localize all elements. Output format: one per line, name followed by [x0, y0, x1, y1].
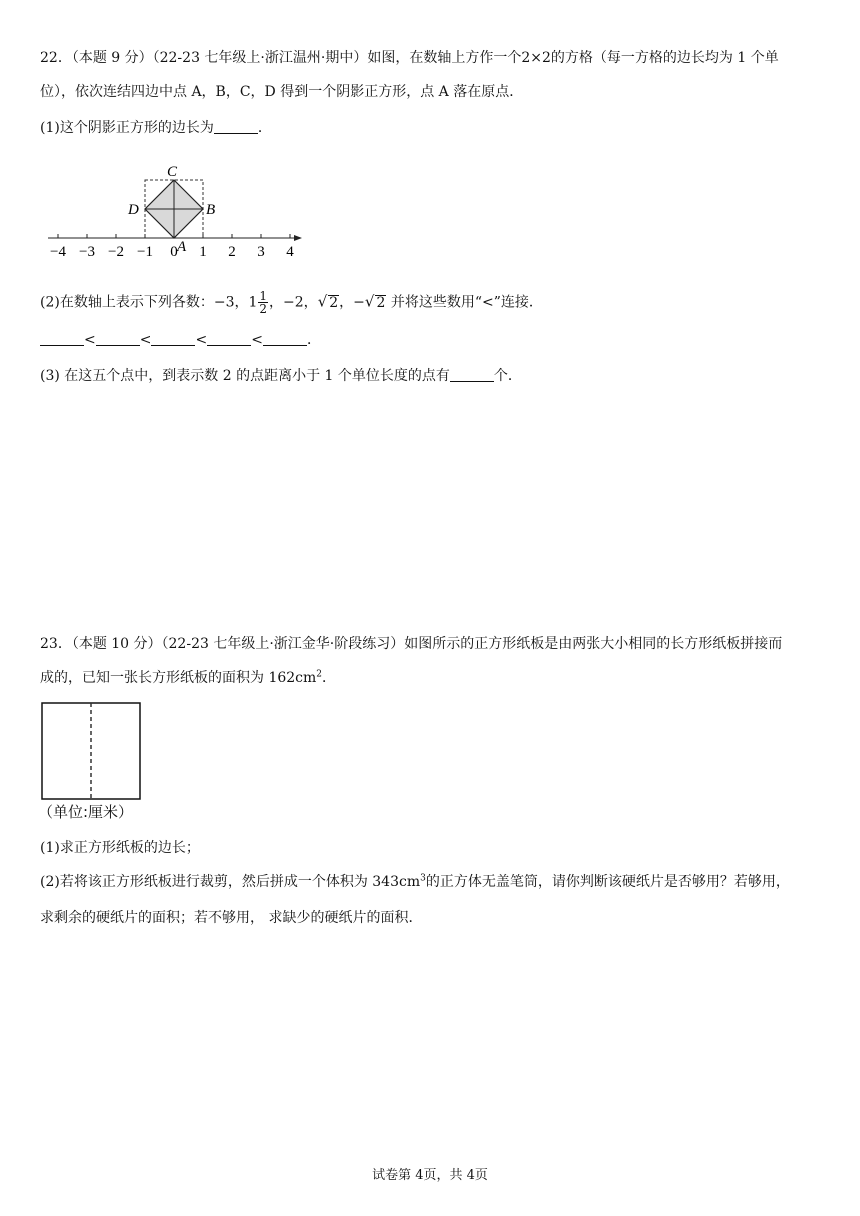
answer-blank[interactable]	[40, 331, 84, 346]
number-line-figure	[40, 158, 320, 264]
mixed-whole: 1	[248, 294, 258, 311]
separator: ，	[339, 294, 354, 311]
axis-tick-label: 1	[199, 244, 207, 260]
axis-ticks	[58, 234, 290, 238]
axis-tick-label: −2	[108, 244, 124, 260]
fraction-half	[258, 290, 268, 315]
axis-tick-label: 3	[257, 244, 265, 260]
q23-line2-end: ．	[322, 670, 337, 686]
period: ．	[306, 332, 321, 348]
q22-part3	[40, 366, 522, 386]
axis-tick-label: −3	[79, 244, 95, 260]
q23-part1: (1)求正方形纸板的边长；	[40, 840, 200, 856]
number-neg2: ，−2，	[269, 294, 318, 311]
answer-blank[interactable]	[96, 331, 140, 346]
number-neg3: −3，	[213, 294, 249, 311]
fraction-numerator: 1	[259, 289, 268, 303]
q23-part2-b: 的正方体无盖笔筒，请你判断该硬纸片是否够用？若够用，	[425, 874, 790, 890]
q23-part2-a: (2)若将该正方形纸板进行裁剪，然后拼成一个体积为 343cm	[40, 874, 421, 890]
q22-header	[40, 48, 826, 68]
axis-tick-label: −4	[50, 244, 66, 260]
axis-tick-label: 4	[286, 244, 294, 260]
neg-sqrt-two: 2	[376, 294, 386, 311]
minus-sign: −	[353, 294, 365, 311]
axis-tick-label: −1	[137, 244, 153, 260]
q23-line2	[40, 668, 336, 688]
point-label-c: C	[167, 164, 178, 180]
point-label-d: D	[128, 202, 139, 218]
fraction-denominator: 2	[259, 302, 268, 316]
axis-arrow	[294, 235, 302, 241]
answer-blank[interactable]	[207, 331, 251, 346]
point-label-b: B	[206, 202, 216, 218]
q23-part2-line2: 求剩余的硬纸片的面积；若不够用， 求缺少的硬纸片的面积．	[40, 910, 423, 926]
point-label-a: A	[177, 239, 187, 255]
q22-grid-size: 2×2	[521, 50, 551, 66]
axis-tick-label: 2	[228, 244, 236, 260]
q22-header-text: 22．（本题 9 分）（22-23 七年级上·浙江温州·期中）如图，在数轴上方作一个	[40, 50, 522, 66]
q23-line2-text: 成的，已知一张长方形纸板的面积为 162cm	[40, 670, 317, 686]
q22-part3-text: (3) 在这五个点中，到表示数 2 的点距离小于 1 个单位长度的点有	[40, 368, 450, 384]
radical-sign: √	[364, 292, 375, 311]
q22-header-tail: 的方格（每一方格的边长均为 1 个单	[550, 50, 779, 66]
axis-tick-labels	[50, 244, 294, 260]
sqrt-two: 2	[329, 294, 339, 311]
q23-part2	[40, 872, 826, 892]
q22-part1-text: (1)这个阴影正方形的边长为	[40, 120, 214, 136]
superscript: 3	[420, 873, 426, 884]
q22-part3-end: 个．	[493, 368, 522, 384]
figure-caption: （单位:厘米）	[38, 803, 134, 821]
q22-part1	[40, 118, 272, 138]
superscript: 2	[316, 669, 323, 680]
radical-sign: √	[317, 292, 328, 311]
q23-line1: 23．（本题 10 分）（22-23 七年级上·浙江金华·阶段练习）如图所示的正方形纸板是由两张大小相同的长方形纸板拼接而	[40, 636, 783, 652]
square-board-figure	[40, 700, 144, 804]
axis-tick-label: 0	[170, 244, 178, 260]
less-than: <	[84, 332, 96, 348]
q22-line2: 位），依次连结四边中点 A，B，C，D 得到一个阴影正方形，点 A 落在原点．	[40, 84, 524, 100]
answer-blank[interactable]	[151, 331, 195, 346]
q22-part1-end: ．	[257, 120, 272, 136]
q22-part2	[40, 290, 543, 315]
less-than: <	[195, 332, 208, 348]
answer-blank[interactable]	[214, 119, 258, 134]
answer-blank[interactable]	[450, 367, 494, 382]
q22-order-line	[40, 330, 321, 350]
page-footer: 试卷第 4页，共 4页	[372, 1168, 488, 1183]
answer-blank[interactable]	[263, 331, 307, 346]
q22-part2-prefix: (2)在数轴上表示下列各数：	[40, 294, 214, 311]
q22-part2-suffix: 并将这些数用“<”连接．	[390, 294, 543, 311]
less-than: <	[251, 332, 263, 348]
less-than: <	[139, 332, 152, 348]
